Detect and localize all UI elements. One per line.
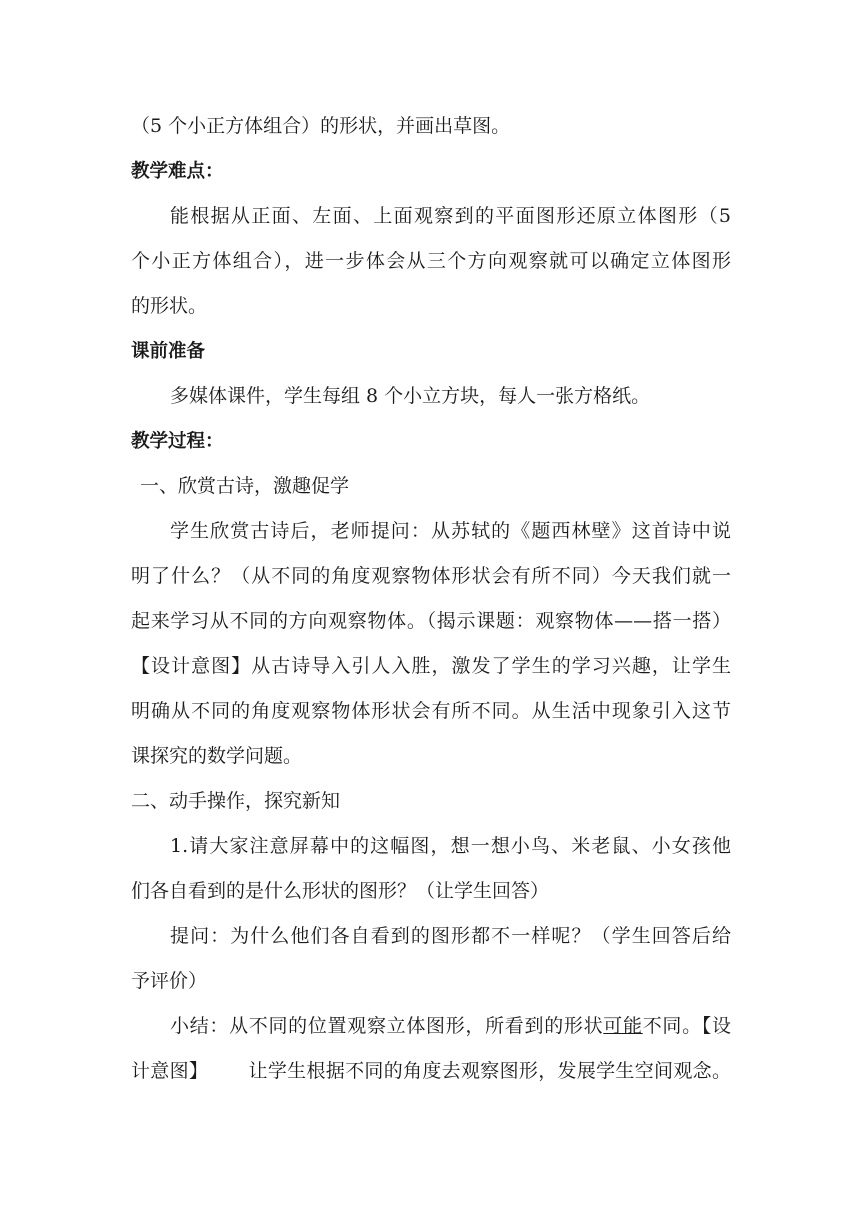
text-line: 学生欣赏古诗后，老师提问：从苏轼的《题西林壁》这首诗中说 bbox=[170, 520, 731, 542]
text-line: 的形状。 bbox=[131, 295, 208, 317]
text-line: 【设计意图】从古诗导入引人入胜，激发了学生的学习兴趣，让学生 bbox=[131, 655, 731, 677]
text-line: 多媒体课件，学生每组 8 个小立方块，每人一张方格纸。 bbox=[170, 385, 651, 407]
heading-teaching-process: 教学过程： bbox=[131, 431, 224, 452]
text-segment: 小结：从不同的位置观察立体图形，所看到的形状 bbox=[170, 1015, 604, 1037]
text-line: （5 个小正方体组合）的形状，并画出草图。 bbox=[131, 115, 511, 137]
text-line: 1.请大家注意屏幕中的这幅图，想一想小鸟、米老鼠、小女孩他 bbox=[170, 835, 731, 857]
text-line: 明了什么？（从不同的角度观察物体形状会有所不同）今天我们就一 bbox=[131, 565, 731, 587]
text-line: 个小正方体组合），进一步体会从三个方向观察就可以确定立体图形 bbox=[131, 250, 731, 272]
text-line: 提问：为什么他们各自看到的图形都不一样呢？（学生回答后给 bbox=[170, 925, 731, 947]
text-line: 明确从不同的角度观察物体形状会有所不同。从生活中现象引入这节 bbox=[131, 700, 731, 722]
design-intent-line bbox=[131, 1049, 731, 1094]
heading-teaching-difficulty: 教学难点： bbox=[131, 161, 224, 182]
section-heading-1: 一、欣赏古诗，激趣促学 bbox=[140, 475, 350, 497]
document-page bbox=[131, 104, 731, 1094]
text-line: 起来学习从不同的方向观察物体。（揭示课题：观察物体——搭一搭） bbox=[131, 610, 731, 632]
section-heading-2: 二、动手操作，探究新知 bbox=[131, 790, 341, 812]
heading-class-preparation: 课前准备 bbox=[131, 341, 206, 362]
summary-line bbox=[131, 1004, 731, 1049]
underlined-word: 可能 bbox=[603, 1015, 643, 1037]
text-segment: 不同。【设 bbox=[642, 1015, 731, 1037]
text-segment: 计意图】 bbox=[131, 1060, 209, 1082]
text-line: 能根据从正面、左面、上面观察到的平面图形还原立体图形（5 bbox=[170, 205, 731, 227]
text-line: 予评价） bbox=[131, 970, 208, 992]
text-line: 们各自看到的是什么形状的图形？（让学生回答） bbox=[131, 880, 550, 902]
text-line: 课探究的数学问题。 bbox=[131, 745, 303, 767]
text-segment: 让学生根据不同的角度去观察图形，发展学生空间观念。 bbox=[248, 1060, 731, 1082]
